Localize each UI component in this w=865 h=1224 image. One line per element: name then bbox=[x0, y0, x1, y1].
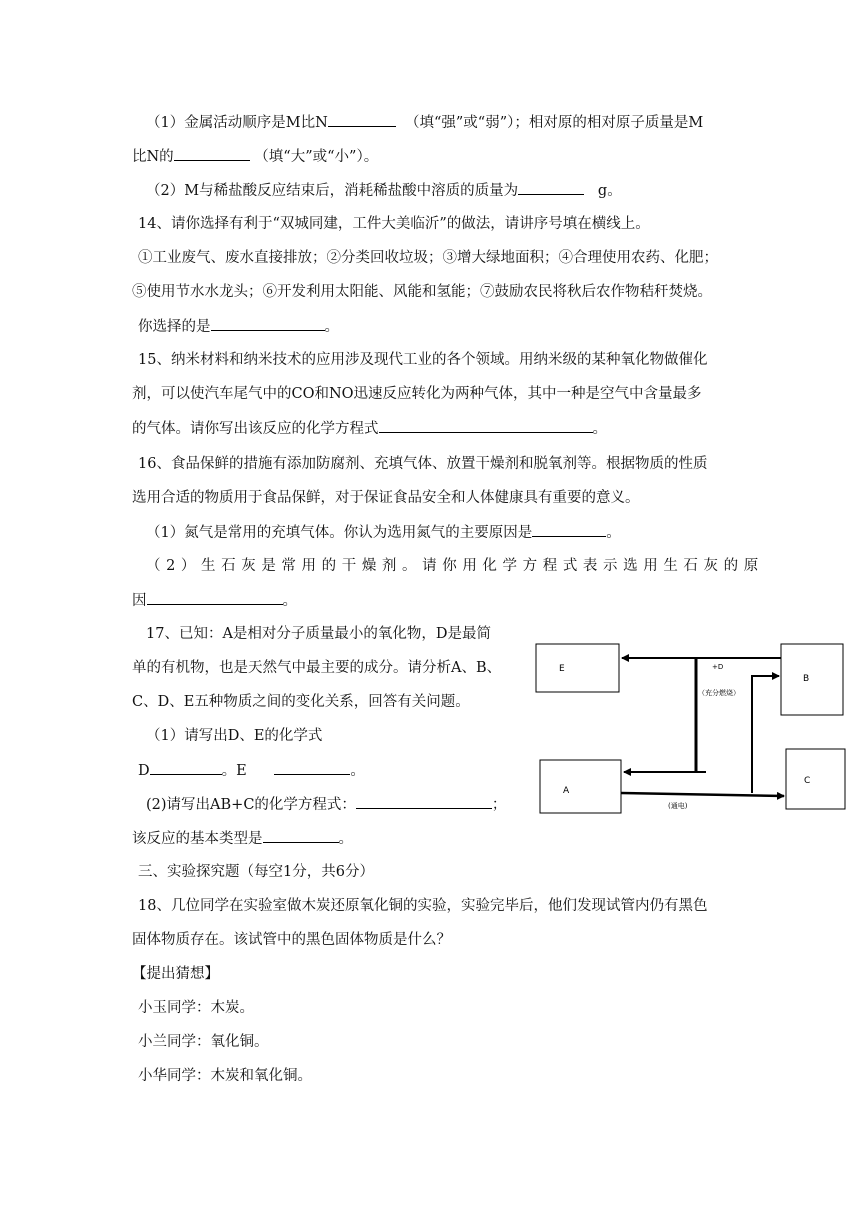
q17-type-label: 该反应的基本类型是 bbox=[132, 831, 263, 847]
q13-blank-strength[interactable] bbox=[328, 112, 396, 127]
box-b bbox=[781, 644, 843, 715]
q13-part1-line2 bbox=[132, 146, 378, 167]
box-e-label: E bbox=[559, 664, 565, 674]
box-c bbox=[786, 749, 845, 809]
q15-line1: 15、纳米材料和纳米技术的应用涉及现代工业的各个领域。用纳米级的某种氧化物做催化 bbox=[138, 352, 708, 368]
q14-blank-answer[interactable] bbox=[211, 316, 325, 331]
q17-line2: 单的有机物，也是天然气中最主要的成分。请分析A、B、 bbox=[132, 660, 502, 676]
q14-answer-label: 你选择的是 bbox=[138, 319, 211, 335]
q17-blank-type[interactable] bbox=[263, 828, 339, 843]
condition-electrolysis: (通电) bbox=[668, 802, 688, 810]
box-a bbox=[540, 760, 621, 813]
q17-formula-line bbox=[138, 760, 365, 781]
q18-line1: 18、几位同学在实验室做木炭还原氧化铜的实验，实验完毕后，他们发现试管内仍有黑色 bbox=[138, 898, 708, 914]
q13-part2-line bbox=[146, 180, 622, 201]
q16-part1-text: （1）氮气是常用的充填气体。你认为选用氮气的主要原因是 bbox=[146, 525, 533, 541]
box-a-label: A bbox=[563, 786, 570, 796]
q17-type-end: 。 bbox=[338, 831, 353, 847]
q17-blank-equation[interactable] bbox=[356, 794, 492, 809]
section3-title: 三、实验探究题（每空1分，共6分） bbox=[138, 864, 374, 880]
q15-line3-end: 。 bbox=[592, 421, 607, 437]
q17-line1: 17、已知：A是相对分子质量最小的氧化物，D是最简 bbox=[146, 626, 492, 642]
q13-part1-line bbox=[146, 112, 703, 133]
q13-part1-text-d: （填“大”或“小”）。 bbox=[254, 149, 379, 165]
q16-part2-end: 。 bbox=[282, 593, 297, 609]
condition-combustion: （充分燃烧） bbox=[698, 689, 740, 697]
q17-part2-end: ； bbox=[491, 797, 507, 813]
box-b-label: B bbox=[803, 674, 810, 684]
q13-blank-mass[interactable] bbox=[518, 180, 584, 195]
q15-line3-text: 的气体。请你写出该反应的化学方程式 bbox=[132, 421, 379, 437]
q17-part1-line: （1）请写出D、E的化学式 bbox=[146, 728, 323, 744]
q18-guess-3: 小华同学：木炭和氧化铜。 bbox=[138, 1068, 312, 1084]
q15-blank-equation[interactable] bbox=[379, 418, 593, 433]
q16-part2-text-b: 因 bbox=[132, 593, 147, 609]
q16-line1: 16、食品保鲜的措施有添加防腐剂、充填气体、放置干燥剂和脱氧剂等。根据物质的性质 bbox=[138, 456, 708, 472]
q16-part2-line: （2）生石灰是常用的干燥剂。请你用化学方程式表示选用生石灰的原 bbox=[146, 558, 764, 574]
q17-blank-e[interactable] bbox=[274, 760, 350, 775]
q14-stem: 14、请你选择有利于“双城同建，工件大美临沂”的做法，请讲序号填在横线上。 bbox=[138, 216, 650, 232]
q13-part1-text-a: （1）金属活动顺序是M比N bbox=[146, 115, 328, 131]
q16-line2: 选用合适的物质用于食品保鲜，对于保证食品安全和人体健康具有重要的意义。 bbox=[132, 490, 640, 506]
q17-blank-d[interactable] bbox=[150, 760, 222, 775]
q15-line3 bbox=[132, 418, 607, 439]
q15-line2: 剂，可以使汽车尾气中的CO和NO迅速反应转化为两种气体，其中一种是空气中含量最多 bbox=[132, 386, 702, 402]
arrow-a-to-c bbox=[621, 793, 784, 796]
q17-d-label: D bbox=[138, 763, 150, 779]
q13-part1-text-c: 比N的 bbox=[132, 149, 174, 165]
q16-blank-reason[interactable] bbox=[532, 522, 606, 537]
q16-part2-line2 bbox=[132, 590, 297, 611]
q13-part2-text-a: （2）M与稀盐酸反应结束后，消耗稀盐酸中溶质的质量为 bbox=[146, 183, 519, 199]
q16-blank-equation[interactable] bbox=[147, 590, 283, 605]
box-c-label: C bbox=[804, 776, 811, 786]
arrow-a-to-b bbox=[752, 676, 779, 793]
q17-line3: C、D、E五种物质之间的变化关系，回答有关问题。 bbox=[132, 694, 470, 710]
q18-guess-2: 小兰同学：氧化铜。 bbox=[138, 1034, 269, 1050]
q17-part2-line bbox=[146, 794, 506, 815]
q13-part1-text-b: （填“强”或“弱”）；相对原的相对原子质量是M bbox=[404, 115, 704, 131]
q17-reaction-diagram bbox=[530, 636, 850, 846]
q14-options-line2: ⑤使用节水水龙头；⑥开发利用太阳能、风能和氢能；⑦鼓励农民将秋后农作物秸秆焚烧。 bbox=[132, 284, 712, 300]
box-e bbox=[536, 644, 619, 692]
condition-plus-d: +D bbox=[712, 663, 724, 671]
q16-part1-end: 。 bbox=[606, 525, 621, 541]
q14-answer-end: 。 bbox=[324, 319, 339, 335]
q14-answer-line bbox=[138, 316, 339, 337]
q17-e-label: 。E bbox=[221, 763, 247, 779]
q13-part2-text-b: g。 bbox=[597, 183, 622, 199]
q17-part1-end: 。 bbox=[350, 763, 365, 779]
q18-heading: 【提出猜想】 bbox=[132, 966, 219, 982]
q16-part1-line bbox=[146, 522, 621, 543]
q17-part2-text: (2)请写出AB+C的化学方程式： bbox=[146, 797, 356, 813]
q17-type-line bbox=[132, 828, 353, 849]
q18-line2: 固体物质存在。该试管中的黑色固体物质是什么？ bbox=[132, 932, 451, 948]
q14-options-line1: ①工业废气、废水直接排放；②分类回收垃圾；③增大绿地面积；④合理使用农药、化肥； bbox=[138, 250, 718, 266]
q18-guess-1: 小玉同学：木炭。 bbox=[138, 1000, 254, 1016]
q13-blank-size[interactable] bbox=[174, 146, 250, 161]
